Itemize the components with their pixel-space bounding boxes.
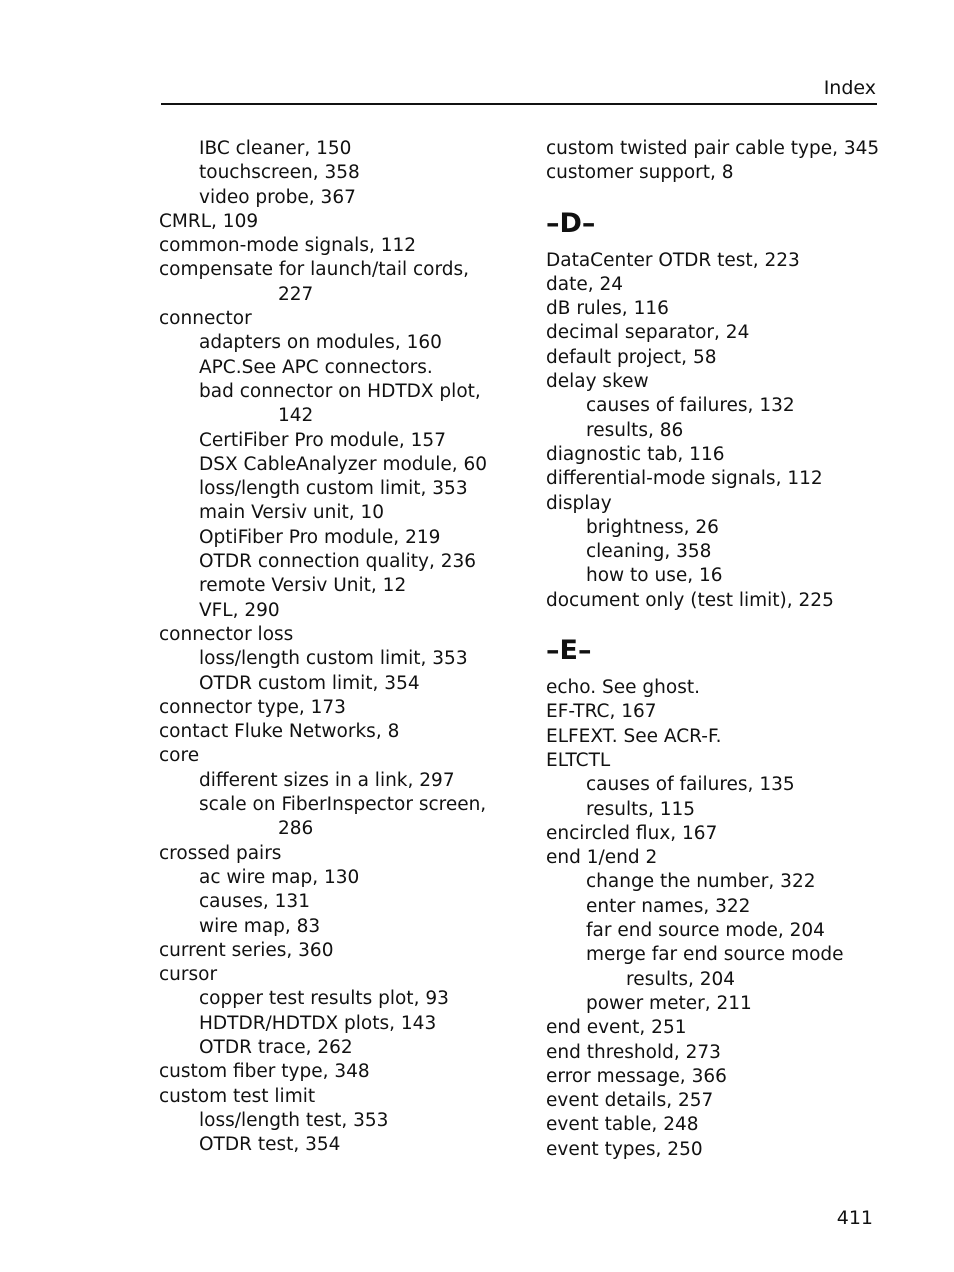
- index-entry-text: different sizes in a link, 297: [199, 769, 455, 791]
- index-entry-text: ac wire map, 130: [199, 866, 360, 888]
- index-entry-text: IBC cleaner, 150: [199, 138, 352, 159]
- index-entry-text: brightness, 26: [586, 516, 719, 538]
- index-entry-text: customer support, 8: [546, 162, 734, 184]
- index-entry: [546, 749, 886, 773]
- index-entry-text: event details, 257: [546, 1090, 714, 1112]
- index-entry-text: delay skew: [546, 371, 649, 393]
- index-entry-text: common-mode signals, 112: [159, 235, 417, 257]
- index-entry-text: far end source mode, 204: [586, 920, 825, 942]
- index-entry-text: diagnostic tab, 116: [546, 443, 725, 465]
- index-entry: [159, 1012, 519, 1036]
- index-entry-text: custom twisted pair cable type, 345: [546, 138, 880, 159]
- index-entry: [546, 516, 886, 540]
- index-entry-text: decimal separator, 24: [546, 322, 750, 344]
- index-entry: [159, 429, 519, 453]
- index-entry: [546, 137, 886, 161]
- index-entry: [546, 370, 886, 394]
- index-entry-text: power meter, 211: [586, 992, 752, 1014]
- index-entry: [159, 210, 519, 234]
- index-entry: [159, 550, 519, 574]
- index-entry-text: adapters on modules, 160: [199, 332, 442, 354]
- index-entry-text: OTDR connection quality, 236: [199, 551, 477, 573]
- index-entry-text: crossed pairs: [159, 842, 282, 864]
- index-entry: [159, 526, 519, 550]
- index-entry-text: CMRL, 109: [159, 210, 259, 232]
- index-entry: [546, 773, 886, 797]
- index-entry-text: results, 204: [626, 968, 736, 990]
- index-entry: [159, 380, 519, 404]
- index-entry: [546, 1138, 886, 1162]
- index-entry: [159, 987, 519, 1011]
- index-entry-text: OTDR trace, 262: [199, 1036, 353, 1058]
- index-entry-text: scale on FiberInspector screen,: [199, 794, 487, 816]
- index-entry: [546, 895, 886, 919]
- index-entry-text: custom test limit: [159, 1085, 316, 1107]
- index-entry: [159, 817, 519, 841]
- index-entry: [159, 356, 519, 380]
- index-entry-text: main Versiv unit, 10: [199, 502, 385, 524]
- index-entry-text: change the number, 322: [586, 871, 816, 893]
- index-column-left: [159, 137, 519, 1157]
- index-entry: [159, 1085, 519, 1109]
- index-entry-text: differential-mode signals, 112: [546, 468, 823, 490]
- section-heading-e: –E–: [546, 635, 592, 667]
- index-entry: [546, 725, 886, 749]
- index-entry: [546, 1041, 886, 1065]
- index-entry-text: copper test results plot, 93: [199, 988, 449, 1010]
- running-header-title: Index: [823, 77, 876, 99]
- index-entry: [546, 943, 886, 967]
- index-entry: [546, 467, 886, 491]
- index-entry: [159, 842, 519, 866]
- index-entry-text: end event, 251: [546, 1017, 687, 1039]
- index-entry: [159, 1133, 519, 1157]
- index-entry: [546, 540, 886, 564]
- index-entry: [159, 404, 519, 428]
- index-entry: [546, 1016, 886, 1040]
- index-entry: [159, 696, 519, 720]
- index-entry: [159, 599, 519, 623]
- index-entry: [546, 676, 886, 700]
- index-entry-text: connector type, 173: [159, 696, 346, 718]
- index-entry: [159, 331, 519, 355]
- index-entry: [159, 258, 519, 282]
- index-entry: [159, 161, 519, 185]
- index-section-d: [546, 249, 886, 613]
- index-entry-text: EF-TRC, 167: [546, 701, 657, 723]
- index-entry: [546, 161, 886, 185]
- index-entry-text: cleaning, 358: [586, 541, 712, 563]
- index-entry-text: loss/length test, 353: [199, 1109, 389, 1131]
- index-entry-text: causes, 131: [199, 891, 310, 913]
- index-entry-text: end 1/end 2: [546, 847, 658, 869]
- index-entry: [546, 992, 886, 1016]
- index-entry: [546, 919, 886, 943]
- index-entry-text: CertiFiber Pro module, 157: [199, 429, 446, 451]
- index-entry: [546, 564, 886, 588]
- index-entry-text: APC.See APC connectors.: [199, 356, 433, 378]
- index-entry-text: loss/length custom limit, 353: [199, 478, 468, 500]
- index-entry-text: date, 24: [546, 273, 624, 295]
- index-entry-text: cursor: [159, 964, 218, 986]
- index-entry: [546, 443, 886, 467]
- index-entry-text: contact Fluke Networks, 8: [159, 721, 400, 743]
- index-entry: [159, 574, 519, 598]
- index-entry-text: custom fiber type, 348: [159, 1061, 370, 1083]
- index-entry-text: core: [159, 745, 200, 767]
- index-entry: [546, 321, 886, 345]
- index-entry-text: default project, 58: [546, 346, 717, 368]
- index-entry-text: end threshold, 273: [546, 1041, 721, 1063]
- index-entry: [546, 870, 886, 894]
- index-entry: [159, 186, 519, 210]
- index-entry: [159, 501, 519, 525]
- section-heading-d: –D–: [546, 207, 596, 239]
- header-rule: [161, 103, 877, 105]
- index-entry: [546, 346, 886, 370]
- index-entry: [159, 769, 519, 793]
- index-entry: [546, 589, 886, 613]
- index-entry: [159, 720, 519, 744]
- index-entry: [159, 744, 519, 768]
- index-entry-text: wire map, 83: [199, 915, 321, 937]
- index-entry: [546, 968, 886, 992]
- index-entry-text: 227: [278, 283, 314, 305]
- index-entry: [159, 453, 519, 477]
- index-entry-text: dB rules, 116: [546, 298, 669, 320]
- index-entry-text: encircled flux, 167: [546, 822, 718, 844]
- index-entry-text: enter names, 322: [586, 895, 751, 917]
- index-entry: [159, 793, 519, 817]
- index-entry-text: merge far end source mode: [586, 944, 844, 966]
- index-entry-text: causes of failures, 135: [586, 774, 795, 796]
- index-entry-text: OTDR custom limit, 354: [199, 672, 420, 694]
- index-entry-text: 286: [278, 818, 314, 840]
- index-entry-text: remote Versiv Unit, 12: [199, 575, 407, 597]
- index-entry-text: touchscreen, 358: [199, 162, 360, 184]
- index-entry: [159, 623, 519, 647]
- index-entry-text: ELFEXT. See ACR-F.: [546, 725, 722, 747]
- index-entry-text: results, 115: [586, 798, 696, 820]
- index-entry-text: 142: [278, 405, 314, 427]
- index-section-e: [546, 676, 886, 1162]
- index-column-right: [546, 137, 886, 1162]
- index-entry: [546, 700, 886, 724]
- index-entry: [546, 1065, 886, 1089]
- index-entry: [159, 890, 519, 914]
- index-entry-text: VFL, 290: [199, 599, 280, 621]
- index-entry-text: event types, 250: [546, 1138, 703, 1160]
- index-entry: [159, 137, 519, 161]
- index-entry: [546, 394, 886, 418]
- index-entry: [159, 1036, 519, 1060]
- index-entry-text: DSX CableAnalyzer module, 60: [199, 453, 488, 475]
- index-entry-text: video probe, 367: [199, 186, 356, 208]
- index-entry: [159, 234, 519, 258]
- index-entry: [159, 915, 519, 939]
- index-entry: [546, 822, 886, 846]
- index-entry: [159, 283, 519, 307]
- index-entry: [546, 798, 886, 822]
- index-entry: [546, 273, 886, 297]
- index-entry-text: ELTCTL: [546, 749, 611, 771]
- index-entry-text: bad connector on HDTDX plot,: [199, 380, 481, 402]
- index-entry-text: results, 86: [586, 419, 684, 441]
- index-entry: [159, 307, 519, 331]
- index-entry: [546, 846, 886, 870]
- index-entry: [159, 1109, 519, 1133]
- index-entry: [546, 419, 886, 443]
- index-entry-text: document only (test limit), 225: [546, 589, 834, 611]
- index-entry: [159, 1060, 519, 1084]
- index-entry-text: display: [546, 492, 612, 514]
- index-entry-text: OTDR test, 354: [199, 1134, 341, 1156]
- index-entry: [546, 492, 886, 516]
- index-entry-text: OptiFiber Pro module, 219: [199, 526, 441, 548]
- index-entry-text: event table, 248: [546, 1114, 699, 1136]
- page-number: 411: [836, 1207, 873, 1229]
- index-entry-text: connector loss: [159, 623, 294, 645]
- index-entry-text: how to use, 16: [586, 565, 723, 587]
- index-entry-text: causes of failures, 132: [586, 395, 795, 417]
- index-entry: [546, 249, 886, 273]
- index-entry-text: compensate for launch/tail cords,: [159, 259, 470, 281]
- index-entry: [546, 1089, 886, 1113]
- index-entry-text: error message, 366: [546, 1065, 727, 1087]
- index-entry: [159, 477, 519, 501]
- index-entry-text: HDTDR/HDTDX plots, 143: [199, 1012, 437, 1034]
- index-entry: [159, 963, 519, 987]
- index-entry: [159, 939, 519, 963]
- index-entry: [159, 672, 519, 696]
- index-entry-text: echo. See ghost.: [546, 677, 700, 699]
- index-entry-text: connector: [159, 308, 252, 330]
- index-entries-continued: [546, 137, 886, 186]
- index-entry-text: DataCenter OTDR test, 223: [546, 249, 800, 271]
- index-entry-text: current series, 360: [159, 939, 334, 961]
- index-entry: [546, 1113, 886, 1137]
- index-entry: [159, 647, 519, 671]
- index-entry: [159, 866, 519, 890]
- index-entry-text: loss/length custom limit, 353: [199, 648, 468, 670]
- index-entry: [546, 297, 886, 321]
